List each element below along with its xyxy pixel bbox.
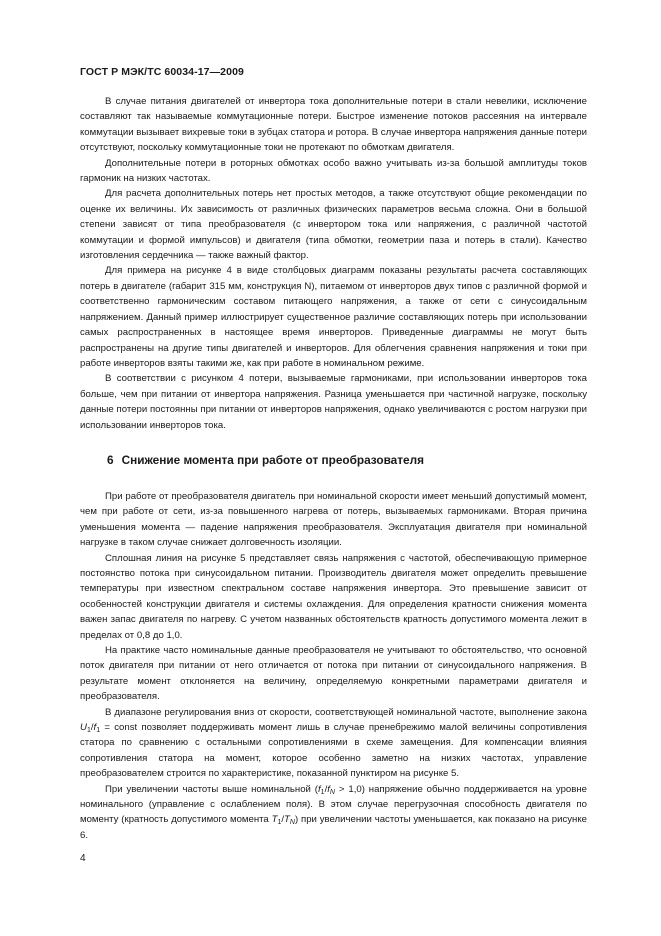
document-header: ГОСТ Р МЭК/ТС 60034-17—2009	[80, 66, 244, 78]
paragraph-torque-reduction: При работе от преобразователя двигатель при номинальной скорости имеет меньший допустимый момент, чем при работе от сети, из-за повышенного нагрева от потерь, вызываемых гармониками. Вторая причина уменьшения момента — падение напряжения преобразователя. Эксплуатация двигателя при номинальной нагрузке в таком случае снижает долговечность изоляции.	[80, 490, 587, 549]
document-body	[80, 94, 587, 843]
section-number: 6	[107, 452, 114, 467]
paragraph-field-weakening: При увеличении частоты выше номинальной $(f_1/f_N > 1,0)$ напряжение обычно поддерживается на уровне номинального (управление с ослаблением поля). В этом случае перегрузочная способность двигателя по моменту (кратность допустимого момента $T_1/T_N$) при увеличении частоты уменьшается, как показано на рисунке 6.	[80, 783, 587, 841]
paragraph-figure-5-line: Сплошная линия на рисунке 5 представляет связь напряжения с частотой, обеспечивающую примерное постоянство потока при синусоидальном питании. Производитель двигателя может определить превышение температуры при известном спектральном составе напряжения инвертора. Это превышение зависит от особенностей конструкции двигателя и системы охлаждения. Для определения кратности снижения момента важен запас двигателя по нагреву. С учетом названных обстоятельств кратность допустимого момента лежит в пределах от 0,8 до 1,0.	[80, 552, 587, 641]
paragraph-commutation-losses: В случае питания двигателей от инвертора тока дополнительные потери в стали невелики, исключение составляют так называемые коммутационные потери. Быстрое изменение потоков рассеяния на интервале коммутации вызывает вихревые токи в зубцах статора и ротора. В случае инвертора напряжения данные потери отсутствуют, поскольку коммутационные токи не протекают по обмоткам двигателя.	[80, 96, 587, 154]
paragraph-converter-ratings: На практике часто номинальные данные преобразователя не учитывают то обстоятельство, что основной поток двигателя при питании от него отличается от потока при питании от синусоидального напряжения. В результате момент отклоняется на величину, определяемую конкретными параметрами двигателя и преобразователя.	[80, 645, 587, 703]
paragraph-rotor-losses: Дополнительные потери в роторных обмотках особо важно учитывать из-за большой амплитуды токов гармоник на низких частотах.	[80, 157, 587, 185]
paragraph-figure-4-example: Для примера на рисунке 4 в виде столбцовых диаграмм показаны результаты расчета составляющих потерь в двигателе (габарит 315 мм, конструкция N), питаемом от инверторов двух типов с различной формой и соответственно гармоническим составом питающего напряжения, а также от сети с синусоидальным напряжением. Данный пример иллюстрирует существенное различие составляющих потерь при использовании самых распространенных в настоящее время инверторов. Приведенные диаграммы не могут быть распространены на другие типы двигателей и инверторов. Для облегчения сравнения напряжения и токи при работе инверторов взяты такими же, как при работе в номинальном режиме.	[80, 265, 587, 369]
section-heading	[80, 453, 587, 467]
section-title: Снижение момента при работе от преобразователя	[121, 452, 424, 467]
paragraph-calculation-methods: Для расчета дополнительных потерь нет простых методов, а также отсутствуют общие рекомендации по оценке их величины. Их зависимость от различных физических параметров весьма сложна. Они в большой степени зависят от типа преобразователя (с инвертором тока или напряжения, с различной частотой коммутации и формой импульсов) и двигателя (типа обмотки, геометрии паза и потерь в стали). Качество изготовления сердечника — также важный фактор.	[80, 188, 587, 262]
paragraph-figure-4-conclusion: В соответствии с рисунком 4 потери, вызываемые гармониками, при использовании инверторов тока больше, чем при питании от инвертора напряжения. Разница уменьшается при частичной нагрузке, поскольку данные потери постоянны при питании от инверторов напряжения, однако увеличиваются с ростом нагрузки при использовании инверторов тока.	[80, 373, 587, 431]
paragraph-u-f-law: В диапазоне регулирования вниз от скорости, соответствующей номинальной частоте, выполнение закона $U_1/f_1$ = const позволяет поддерживать момент лишь в случае пренебрежимо малой величины сопротивления статора по сравнению с остальными сопротивлениями в схеме замещения. Для компенсации влияния сопротивления статора на момент, которое особенно заметно на низких частотах, управление преобразователем строится по характеристике, показанной пунктиром на рисунке 5.	[80, 706, 587, 780]
page-number: 4	[80, 853, 86, 864]
